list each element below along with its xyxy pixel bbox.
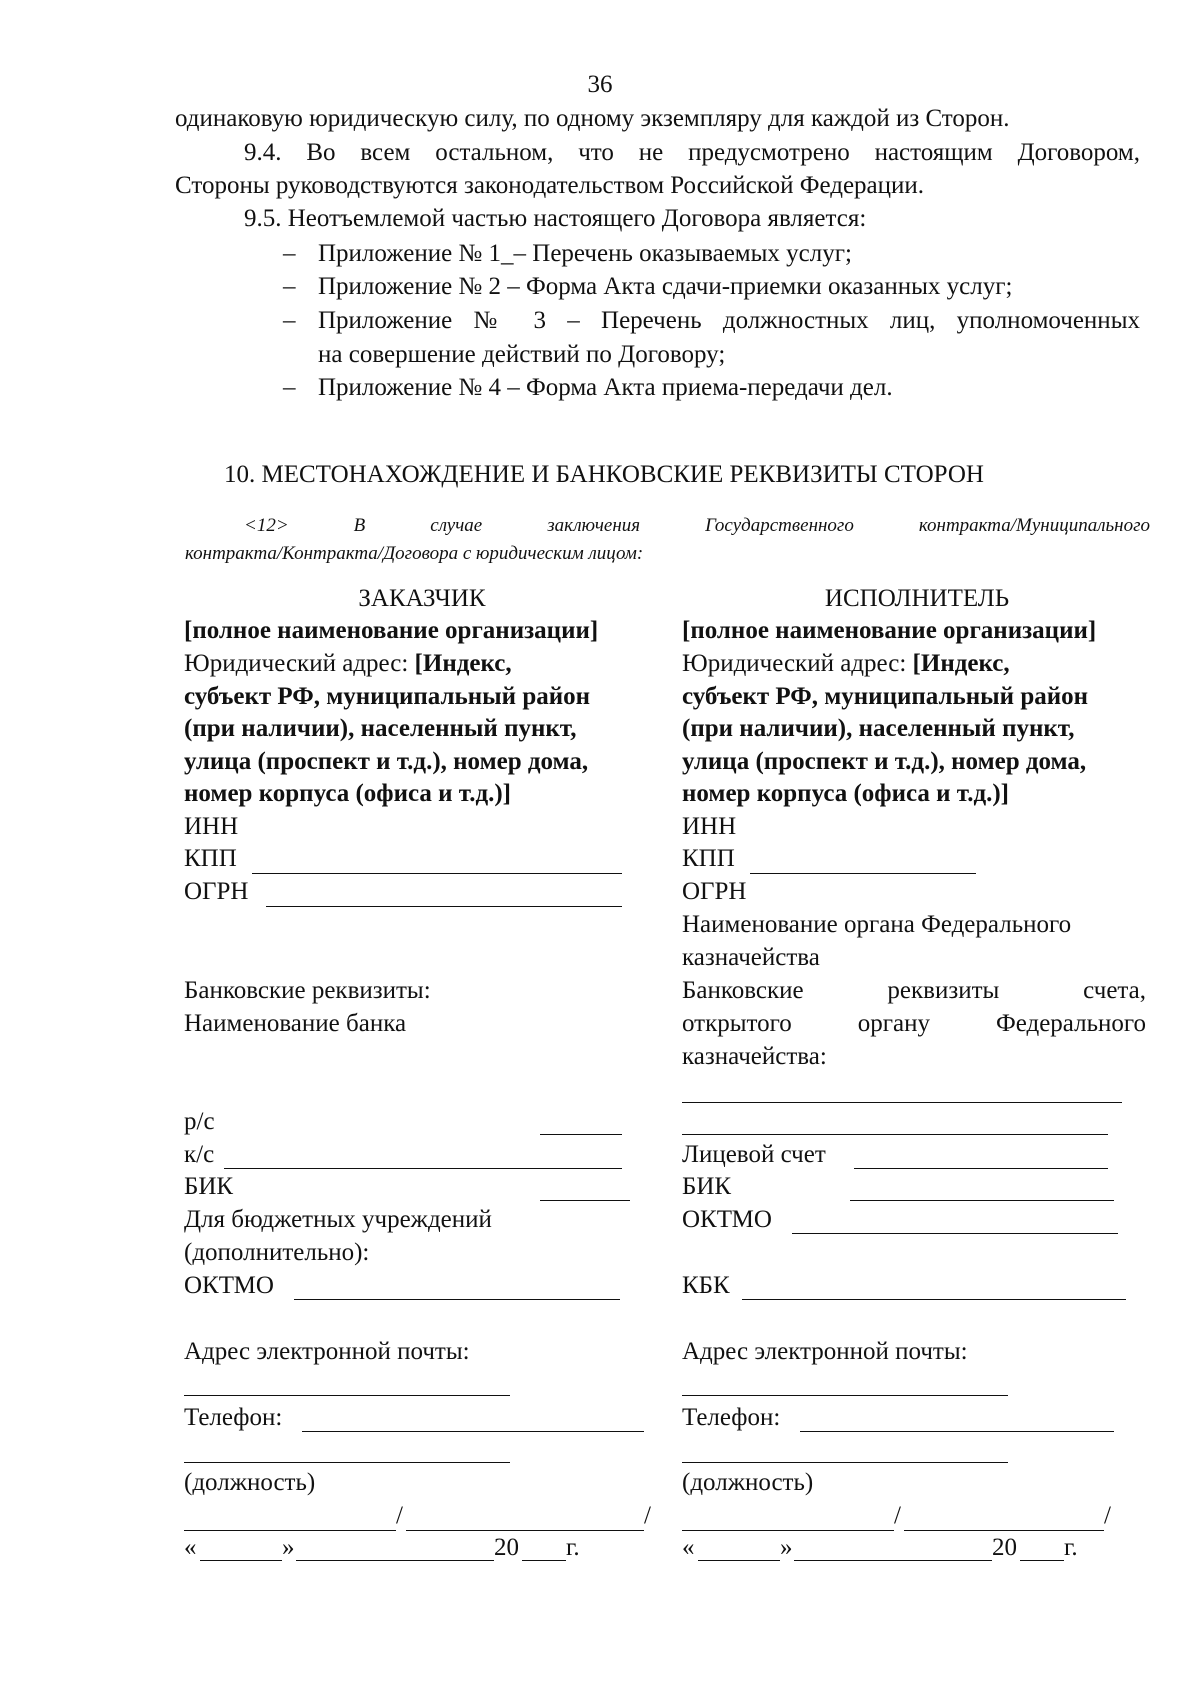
- customer-ogrn-field[interactable]: [266, 906, 622, 907]
- contractor-bik-field[interactable]: [850, 1200, 1114, 1201]
- appendix-1: Приложение № 1_– Перечень оказываемых услуг;: [318, 240, 852, 267]
- contractor-bank-line1: Банковские реквизиты счета,: [682, 977, 1146, 1004]
- customer-inn-label: ИНН: [184, 812, 239, 840]
- note-line2: контракта/Контракта/Договора с юридическим лицом:: [185, 543, 644, 564]
- customer-bik-field[interactable]: [540, 1200, 630, 1201]
- customer-day-field[interactable]: [200, 1560, 282, 1561]
- bullet: –: [283, 273, 296, 300]
- customer-slash: /: [396, 1502, 403, 1529]
- customer-address-line: субъект РФ, муниципальный район: [184, 682, 591, 710]
- appendix-3-cont: на совершение действий по Договору;: [318, 341, 726, 368]
- contractor-g: г.: [1064, 1534, 1078, 1561]
- contractor-bank-line2: открытого органу Федерального: [682, 1010, 1146, 1037]
- clause-9-4-line2: Стороны руководствуются законодательством Российской Федерации.: [175, 172, 925, 199]
- contractor-kbk-label: КБК: [682, 1272, 730, 1299]
- customer-bank-name: Наименование банка: [184, 1010, 407, 1037]
- bullet: –: [283, 240, 296, 267]
- contractor-kpp-label: КПП: [682, 845, 735, 872]
- contractor-address-line: номер корпуса (офиса и т.д.)]: [682, 780, 1010, 808]
- appendix-3: Приложение № 3 – Перечень должностных лиц, уполномоченных: [318, 307, 1140, 334]
- contractor-email-label: Адрес электронной почты:: [682, 1338, 968, 1365]
- customer-rs-field[interactable]: [540, 1134, 622, 1135]
- note-line1: <12> В случае заключения Государственного контракта/Муниципального: [244, 515, 1150, 536]
- clause-9-4-line1: 9.4. Во всем остальном, что не предусмотрено настоящим Договором,: [244, 139, 1140, 166]
- contractor-oktmo-field[interactable]: [792, 1233, 1118, 1234]
- contractor-address-line: субъект РФ, муниципальный район: [682, 682, 1089, 710]
- contractor-inn-label: ИНН: [682, 812, 737, 840]
- customer-ks-label: к/с: [184, 1141, 215, 1168]
- section-title: 10. МЕСТОНАХОЖДЕНИЕ И БАНКОВСКИЕ РЕКВИЗИТЫ СТОРОН: [224, 461, 984, 488]
- customer-kpp-field[interactable]: [252, 873, 622, 874]
- contractor-phone-field[interactable]: [800, 1431, 1114, 1432]
- appendix-4: Приложение № 4 – Форма Акта приема-передачи дел.: [318, 374, 893, 401]
- contractor-treasury-line1: Наименование органа Федерального: [682, 911, 1072, 938]
- customer-ogrn-label: ОГРН: [184, 878, 249, 905]
- bullet: –: [283, 374, 296, 401]
- bullet: –: [283, 307, 296, 334]
- customer-title: ЗАКАЗЧИК: [358, 585, 486, 612]
- contractor-slash: /: [1104, 1502, 1111, 1529]
- customer-address-line: улица (проспект и т.д.), номер дома,: [184, 747, 589, 775]
- customer-budget-line2: (дополнительно):: [184, 1239, 370, 1266]
- contractor-position-field[interactable]: [682, 1462, 1008, 1463]
- contractor-day-field[interactable]: [698, 1560, 780, 1561]
- customer-quote-close: »: [282, 1534, 295, 1561]
- contractor-year: 20: [992, 1534, 1017, 1561]
- contractor-title: ИСПОЛНИТЕЛЬ: [824, 585, 1010, 612]
- contractor-address-line: (при наличии), населенный пункт,: [682, 715, 1075, 743]
- customer-year: 20: [494, 1534, 519, 1561]
- contractor-year-field[interactable]: [1020, 1560, 1064, 1561]
- contractor-kpp-field[interactable]: [750, 873, 976, 874]
- customer-budget-line1: Для бюджетных учреждений: [184, 1206, 492, 1233]
- contractor-bank-field[interactable]: [682, 1102, 1122, 1103]
- customer-oktmo-label: ОКТМО: [184, 1272, 274, 1299]
- contractor-name-field[interactable]: [904, 1530, 1104, 1531]
- customer-quote-open: «: [184, 1534, 197, 1561]
- contractor-position-label: (должность): [682, 1469, 814, 1496]
- page-number: 36: [587, 71, 613, 98]
- customer-phone-field[interactable]: [302, 1431, 644, 1432]
- customer-address: [184, 648, 590, 844]
- contractor-kbk-field[interactable]: [742, 1299, 1126, 1300]
- customer-address-line: номер корпуса (офиса и т.д.)]: [184, 780, 512, 808]
- customer-name-field[interactable]: [406, 1530, 644, 1531]
- contractor-bank-field-2[interactable]: [682, 1134, 1108, 1135]
- contractor-bik-label: БИК: [682, 1173, 732, 1200]
- contractor-address: [682, 648, 1088, 844]
- contractor-address-label: Юридический адрес:: [682, 650, 913, 677]
- customer-bik-label: БИК: [184, 1173, 234, 1200]
- contractor-oktmo-label: ОКТМО: [682, 1206, 772, 1233]
- contractor-slash: /: [894, 1502, 901, 1529]
- appendix-2: Приложение № 2 – Форма Акта сдачи-приемки оказанных услуг;: [318, 273, 1013, 300]
- intro-line: одинаковую юридическую силу, по одному экземпляру для каждой из Сторон.: [175, 105, 1010, 132]
- contractor-address-line: [Индекс,: [912, 650, 1010, 677]
- contractor-signature-field[interactable]: [682, 1530, 894, 1531]
- contractor-treasury-line2: казначейства: [682, 944, 820, 971]
- customer-position-label: (должность): [184, 1469, 316, 1496]
- customer-ks-field[interactable]: [224, 1168, 622, 1169]
- customer-slash: /: [644, 1502, 651, 1529]
- contractor-ogrn-label: ОГРН: [682, 878, 747, 905]
- customer-position-field[interactable]: [184, 1462, 510, 1463]
- customer-signature-field[interactable]: [184, 1530, 396, 1531]
- contractor-phone-label: Телефон:: [682, 1404, 781, 1431]
- customer-kpp-label: КПП: [184, 845, 237, 872]
- customer-address-line: (при наличии), населенный пункт,: [184, 715, 577, 743]
- contractor-quote-open: «: [682, 1534, 695, 1561]
- customer-month-field[interactable]: [296, 1560, 494, 1561]
- contractor-email-field[interactable]: [682, 1395, 1008, 1396]
- customer-rs-label: р/с: [184, 1108, 215, 1135]
- contractor-account-field[interactable]: [854, 1168, 1108, 1169]
- customer-org-name: [полное наименование организации]: [184, 617, 599, 644]
- contractor-quote-close: »: [780, 1534, 793, 1561]
- contractor-address-line: улица (проспект и т.д.), номер дома,: [682, 747, 1087, 775]
- customer-oktmo-field[interactable]: [294, 1299, 620, 1300]
- customer-email-label: Адрес электронной почты:: [184, 1338, 470, 1365]
- contractor-account-label: Лицевой счет: [682, 1141, 826, 1168]
- customer-phone-label: Телефон:: [184, 1404, 283, 1431]
- contractor-month-field[interactable]: [794, 1560, 992, 1561]
- customer-year-field[interactable]: [522, 1560, 566, 1561]
- customer-g: г.: [566, 1534, 580, 1561]
- contractor-org-name: [полное наименование организации]: [682, 617, 1097, 644]
- customer-address-line: [Индекс,: [414, 650, 512, 677]
- customer-bank-details: Банковские реквизиты:: [184, 977, 431, 1004]
- contractor-bank-line3: казначейства:: [682, 1043, 827, 1070]
- customer-address-label: Юридический адрес:: [184, 650, 415, 677]
- customer-email-field[interactable]: [184, 1395, 510, 1396]
- clause-9-5: 9.5. Неотъемлемой частью настоящего Договора является:: [244, 205, 867, 232]
